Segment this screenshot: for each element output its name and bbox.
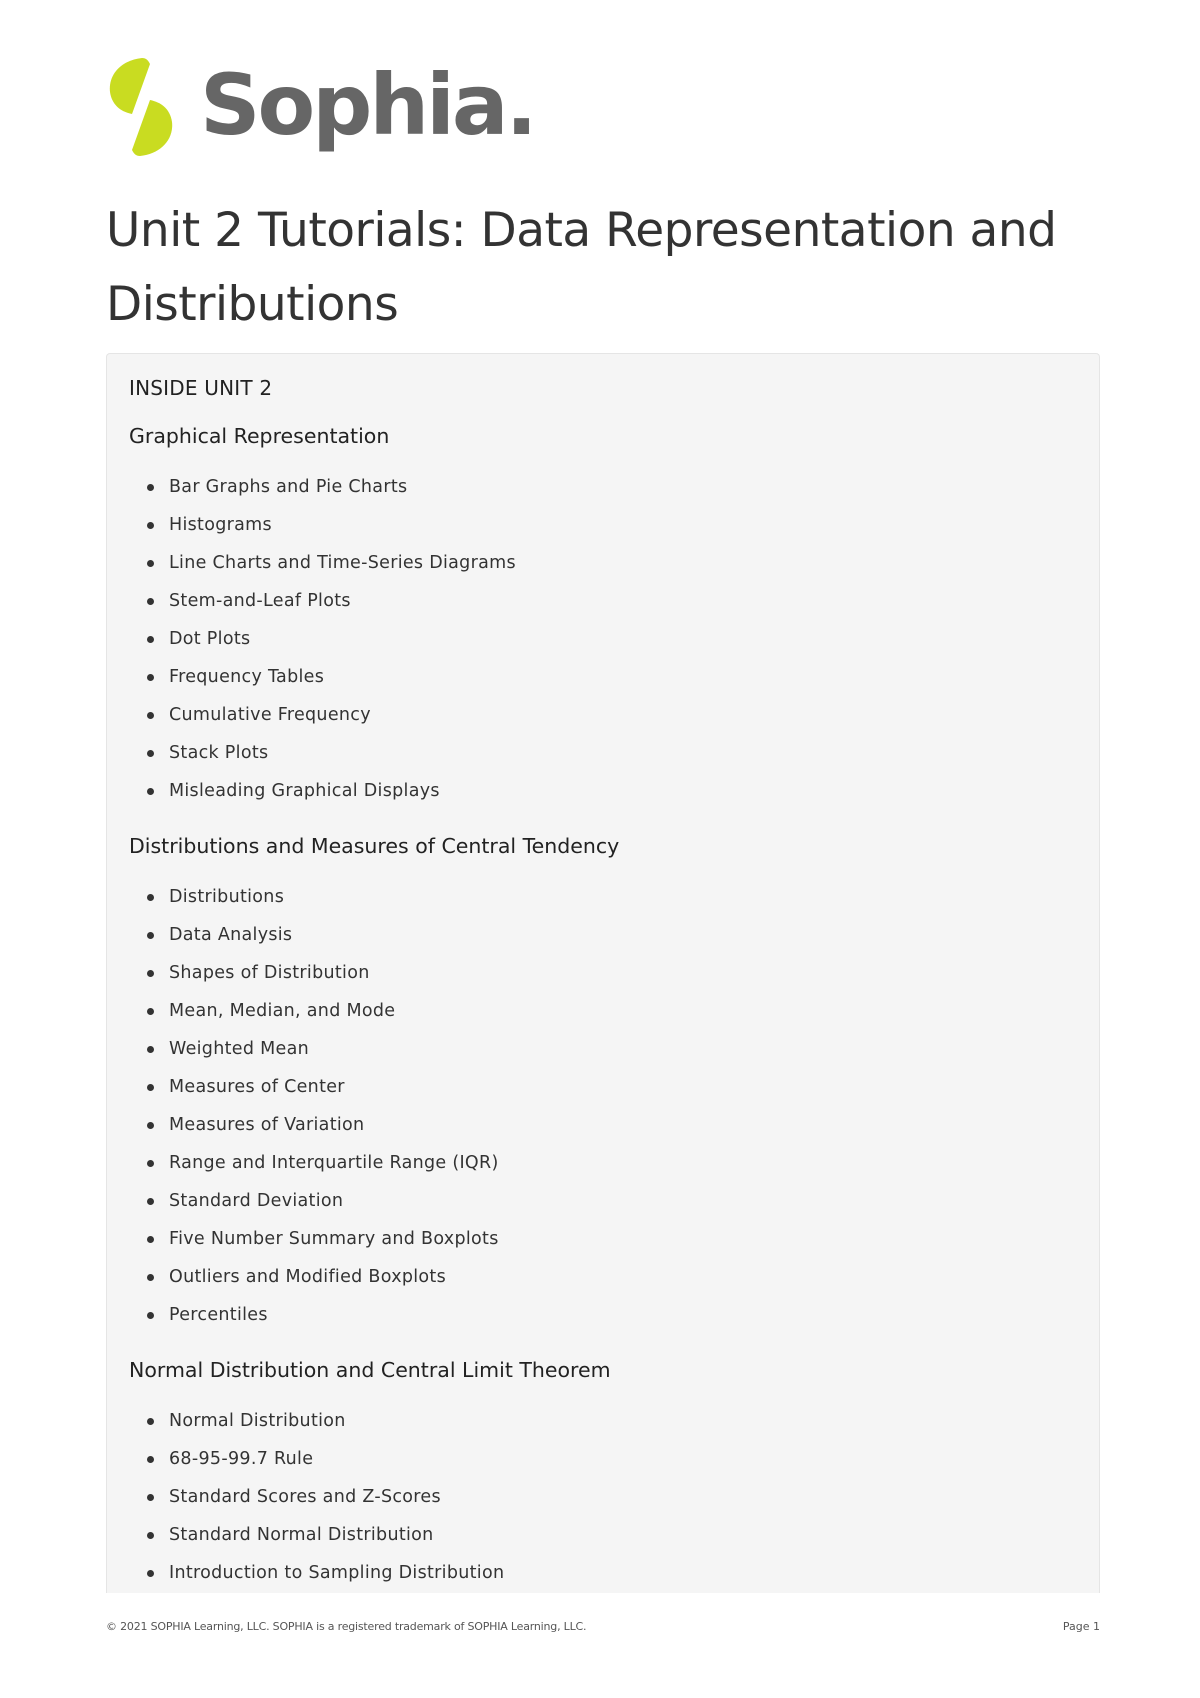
tutorial-item[interactable]	[129, 1112, 1069, 1150]
bullet-icon	[147, 1160, 154, 1167]
tutorial-item-label: Mean, Median, and Mode	[169, 1001, 396, 1021]
tutorial-item-label: Histograms	[169, 515, 272, 535]
wordmark-dot: .	[505, 56, 535, 154]
bullet-icon	[147, 1046, 154, 1053]
tutorial-item[interactable]	[129, 1408, 1069, 1446]
tutorial-item[interactable]	[129, 1446, 1069, 1484]
tutorial-item[interactable]	[129, 1302, 1069, 1340]
sophia-wordmark	[200, 50, 535, 160]
tutorial-item[interactable]	[129, 664, 1069, 702]
tutorial-item-label: Shapes of Distribution	[169, 963, 370, 983]
unit-contents-panel	[106, 353, 1100, 1593]
section-title: Graphical Representation	[129, 424, 390, 448]
sophia-s-leaf-icon	[104, 56, 178, 158]
tutorial-item[interactable]	[129, 960, 1069, 998]
tutorial-item[interactable]	[129, 922, 1069, 960]
tutorial-list	[129, 884, 1069, 1340]
tutorial-item-label: Range and Interquartile Range (IQR)	[169, 1153, 499, 1173]
bullet-icon	[147, 1494, 154, 1501]
tutorial-item-label: Dot Plots	[169, 629, 251, 649]
bullet-icon	[147, 932, 154, 939]
tutorial-item[interactable]	[129, 998, 1069, 1036]
bullet-icon	[147, 1418, 154, 1425]
bullet-icon	[147, 674, 154, 681]
bullet-icon	[147, 522, 154, 529]
tutorial-item-label: Introduction to Sampling Distribution	[169, 1563, 505, 1583]
bullet-icon	[147, 1236, 154, 1243]
tutorial-item-label: Standard Deviation	[169, 1191, 344, 1211]
bullet-icon	[147, 1570, 154, 1577]
bullet-icon	[147, 598, 154, 605]
tutorial-list	[129, 474, 1069, 816]
section-distributions-central-tendency	[129, 832, 1069, 1340]
tutorial-item-label: Misleading Graphical Displays	[169, 781, 440, 801]
bullet-icon	[147, 712, 154, 719]
bullet-icon	[147, 1532, 154, 1539]
bullet-icon	[147, 750, 154, 757]
tutorial-item[interactable]	[129, 1226, 1069, 1264]
wordmark-text: Sophia	[200, 56, 506, 154]
footer-page-number: Page 1	[1062, 1620, 1100, 1633]
tutorial-item[interactable]	[129, 1188, 1069, 1226]
tutorial-item-label: Normal Distribution	[169, 1411, 346, 1431]
tutorial-item[interactable]	[129, 550, 1069, 588]
bullet-icon	[147, 636, 154, 643]
page-title: Unit 2 Tutorials: Data Representation and Distributions	[106, 203, 1057, 332]
tutorial-item[interactable]	[129, 1560, 1069, 1593]
bullet-icon	[147, 894, 154, 901]
tutorial-item-label: Data Analysis	[169, 925, 293, 945]
tutorial-item[interactable]	[129, 778, 1069, 816]
tutorial-item[interactable]	[129, 1522, 1069, 1560]
bullet-icon	[147, 484, 154, 491]
tutorial-item-label: Standard Scores and Z-Scores	[169, 1487, 441, 1507]
tutorial-item-label: Frequency Tables	[169, 667, 325, 687]
bullet-icon	[147, 560, 154, 567]
tutorial-item[interactable]	[129, 1264, 1069, 1302]
tutorial-item[interactable]	[129, 1484, 1069, 1522]
tutorial-item-label: Measures of Variation	[169, 1115, 365, 1135]
tutorial-item-label: 68-95-99.7 Rule	[169, 1449, 314, 1469]
sophia-logo	[104, 54, 535, 164]
panel-heading: INSIDE UNIT 2	[129, 376, 273, 400]
tutorial-item[interactable]	[129, 702, 1069, 740]
tutorial-item[interactable]	[129, 884, 1069, 922]
tutorial-item-label: Stack Plots	[169, 743, 269, 763]
bullet-icon	[147, 1198, 154, 1205]
bullet-icon	[147, 1122, 154, 1129]
tutorial-item-label: Percentiles	[169, 1305, 268, 1325]
bullet-icon	[147, 1312, 154, 1319]
tutorial-item-label: Line Charts and Time-Series Diagrams	[169, 553, 516, 573]
tutorial-item-label: Five Number Summary and Boxplots	[169, 1229, 499, 1249]
bullet-icon	[147, 1008, 154, 1015]
tutorial-item-label: Stem-and-Leaf Plots	[169, 591, 351, 611]
bullet-icon	[147, 970, 154, 977]
bullet-icon	[147, 1456, 154, 1463]
tutorial-item-label: Standard Normal Distribution	[169, 1525, 434, 1545]
section-title: Distributions and Measures of Central Tendency	[129, 834, 620, 858]
bullet-icon	[147, 1084, 154, 1091]
footer-copyright: © 2021 SOPHIA Learning, LLC. SOPHIA is a registered trademark of SOPHIA Learning, LLC.	[106, 1620, 587, 1633]
tutorial-item[interactable]	[129, 1036, 1069, 1074]
section-graphical-representation	[129, 422, 1069, 816]
tutorial-item-label: Outliers and Modified Boxplots	[169, 1267, 447, 1287]
tutorial-item-label: Weighted Mean	[169, 1039, 309, 1059]
tutorial-item-label: Distributions	[169, 887, 285, 907]
tutorial-item-label: Measures of Center	[169, 1077, 345, 1097]
tutorial-list	[129, 1408, 1069, 1593]
section-normal-distribution-clt	[129, 1356, 1069, 1593]
bullet-icon	[147, 788, 154, 795]
tutorial-item[interactable]	[129, 474, 1069, 512]
section-title: Normal Distribution and Central Limit Theorem	[129, 1358, 611, 1382]
tutorial-item-label: Bar Graphs and Pie Charts	[169, 477, 408, 497]
tutorial-item[interactable]	[129, 588, 1069, 626]
bullet-icon	[147, 1274, 154, 1281]
tutorial-item[interactable]	[129, 626, 1069, 664]
tutorial-item[interactable]	[129, 740, 1069, 778]
tutorial-item[interactable]	[129, 512, 1069, 550]
tutorial-item[interactable]	[129, 1150, 1069, 1188]
tutorial-item[interactable]	[129, 1074, 1069, 1112]
tutorial-item-label: Cumulative Frequency	[169, 705, 371, 725]
